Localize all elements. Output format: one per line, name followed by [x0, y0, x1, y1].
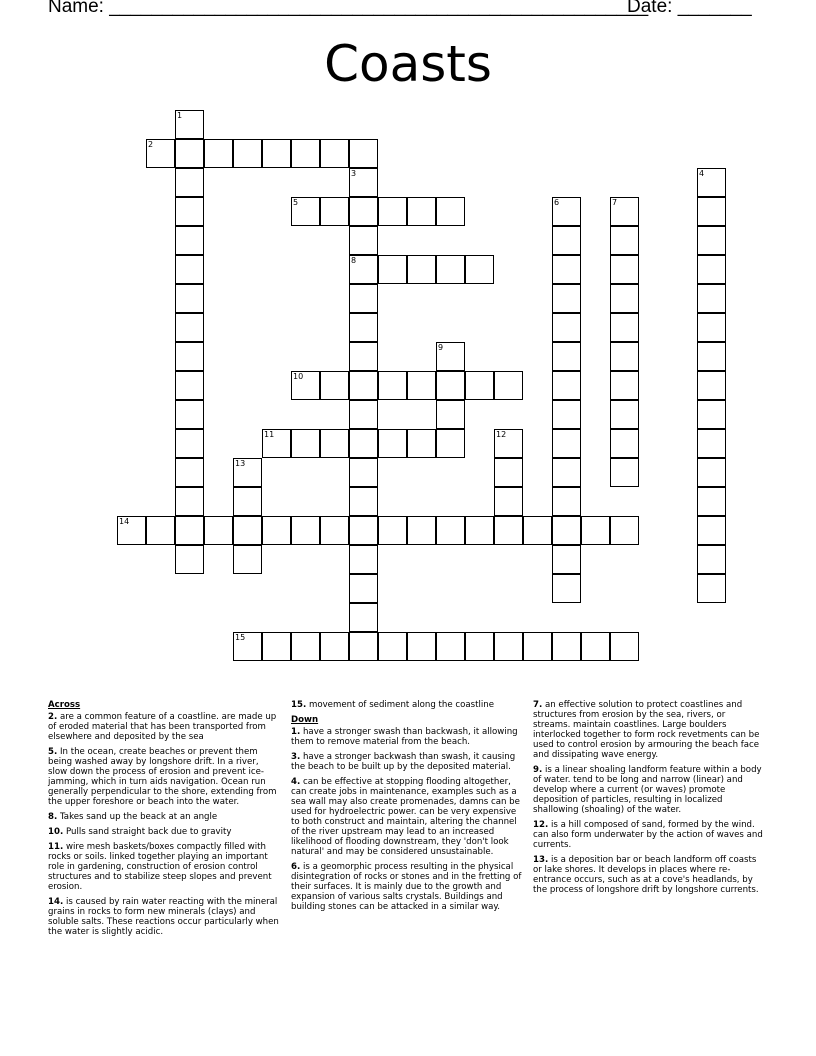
- crossword-cell[interactable]: [697, 342, 726, 371]
- crossword-cell[interactable]: [494, 516, 523, 545]
- clue-number: 3: [351, 169, 357, 178]
- crossword-cell[interactable]: [552, 516, 581, 545]
- clue-text: is a hill composed of sand, formed by the wind. can also form underwater by the action of waves and currents.: [533, 820, 763, 850]
- crossword-cell[interactable]: [233, 139, 262, 168]
- crossword-cell[interactable]: [233, 487, 262, 516]
- clue-heading: Across: [48, 700, 81, 710]
- crossword-cell[interactable]: [175, 226, 204, 255]
- crossword-cell[interactable]: [697, 487, 726, 516]
- clue-number: 9: [438, 343, 444, 352]
- clue-number: 5: [293, 198, 299, 207]
- crossword-cell[interactable]: [320, 371, 349, 400]
- crossword-cell[interactable]: [436, 371, 465, 400]
- clue-text: an effective solution to protect coastlines and structures from erosion by the sea, rivers, or streams. maintain coastlines. Large boulders interlocked together to form rock revetments can be used to control erosion by armouring the beach face and dissipating wave energy.: [533, 700, 760, 760]
- crossword-cell[interactable]: [436, 632, 465, 661]
- crossword-cell[interactable]: [610, 516, 639, 545]
- crossword-cell[interactable]: [175, 458, 204, 487]
- crossword-cell[interactable]: [349, 226, 378, 255]
- clue-text: are a common feature of a coastline. are made up of eroded material that has been transported from elsewhere and deposited by the sea: [48, 712, 277, 742]
- crossword-cell[interactable]: [175, 342, 204, 371]
- crossword-cell[interactable]: [378, 516, 407, 545]
- clue-number: 11: [264, 430, 275, 439]
- crossword-cell[interactable]: [349, 632, 378, 661]
- crossword-cell[interactable]: [378, 371, 407, 400]
- crossword-cell[interactable]: [320, 197, 349, 226]
- clue-item: [291, 752, 523, 772]
- crossword-cell[interactable]: [407, 197, 436, 226]
- crossword-cell[interactable]: [175, 197, 204, 226]
- clue-number-label: 7.: [533, 700, 543, 710]
- clue-number-label: 1.: [291, 727, 301, 737]
- clue-number-label: 6.: [291, 862, 301, 872]
- clue-text: Pulls sand straight back due to gravity: [63, 827, 232, 837]
- crossword-cell[interactable]: [697, 371, 726, 400]
- crossword-cell[interactable]: [494, 371, 523, 400]
- crossword-cell[interactable]: [175, 139, 204, 168]
- crossword-cell[interactable]: [552, 197, 581, 226]
- crossword-cell[interactable]: [523, 632, 552, 661]
- crossword-cell[interactable]: [581, 632, 610, 661]
- clue-number: 15: [235, 633, 246, 642]
- crossword-cell[interactable]: [436, 197, 465, 226]
- crossword-cell[interactable]: [320, 632, 349, 661]
- clue-number: 14: [119, 517, 130, 526]
- crossword-cell[interactable]: [552, 545, 581, 574]
- crossword-cell[interactable]: [465, 255, 494, 284]
- crossword-cell[interactable]: [610, 284, 639, 313]
- crossword-cell[interactable]: [610, 255, 639, 284]
- clue-number: 6: [554, 198, 560, 207]
- crossword-cell[interactable]: [552, 487, 581, 516]
- crossword-cell[interactable]: [262, 429, 291, 458]
- crossword-cell[interactable]: [610, 400, 639, 429]
- crossword-cell[interactable]: [697, 197, 726, 226]
- crossword-cell[interactable]: [552, 429, 581, 458]
- crossword-cell[interactable]: [552, 313, 581, 342]
- name-field[interactable]: Name: ___________________________________________________: [48, 0, 649, 17]
- clue-heading: Down: [291, 715, 319, 725]
- crossword-cell[interactable]: [349, 603, 378, 632]
- clue-number: 12: [496, 430, 507, 439]
- crossword-cell[interactable]: [378, 429, 407, 458]
- crossword-cell[interactable]: [552, 632, 581, 661]
- crossword-cell[interactable]: [552, 400, 581, 429]
- clue-text: In the ocean, create beaches or prevent them being washed away by longshore drift. In a river, slow down the process of erosion and prevent ice-jamming, which in turn aids navigation. Ocean run generally perpendicular to the shore, extending from the upper foreshore or beach into the water.: [48, 747, 277, 807]
- crossword-cell[interactable]: [349, 255, 378, 284]
- crossword-cell[interactable]: [320, 516, 349, 545]
- crossword-cell[interactable]: [407, 632, 436, 661]
- crossword-cell[interactable]: [175, 168, 204, 197]
- clue-number-label: 14.: [48, 897, 64, 907]
- crossword-cell[interactable]: [349, 168, 378, 197]
- clue-number-label: 3.: [291, 752, 301, 762]
- crossword-cell[interactable]: [494, 429, 523, 458]
- clue-item: [291, 862, 523, 912]
- crossword-cell[interactable]: [204, 516, 233, 545]
- clue-number: 1: [177, 111, 183, 120]
- crossword-cell[interactable]: [291, 429, 320, 458]
- crossword-cell[interactable]: [581, 516, 610, 545]
- crossword-cell[interactable]: [349, 400, 378, 429]
- clue-text: is a geomorphic process resulting in the physical disintegration of rocks or stones and in the fretting of their surfaces. It is mainly due to the growth and expansion of various salts crystals. Buildings and building stones can be attacked in a similar way.: [291, 862, 522, 912]
- crossword-cell[interactable]: [291, 371, 320, 400]
- clue-item: [533, 765, 765, 815]
- crossword-cell[interactable]: [233, 545, 262, 574]
- clue-number: 8: [351, 256, 357, 265]
- clue-number-label: 13.: [533, 855, 549, 865]
- crossword-cell[interactable]: [349, 284, 378, 313]
- crossword-cell[interactable]: [552, 458, 581, 487]
- crossword-cell[interactable]: [610, 226, 639, 255]
- crossword-cell[interactable]: [378, 255, 407, 284]
- clue-number-label: 11.: [48, 842, 64, 852]
- crossword-cell[interactable]: [262, 139, 291, 168]
- crossword-cell[interactable]: [552, 226, 581, 255]
- crossword-cell[interactable]: [349, 458, 378, 487]
- crossword-cell[interactable]: [349, 429, 378, 458]
- crossword-cell[interactable]: [407, 516, 436, 545]
- crossword-cell[interactable]: [697, 458, 726, 487]
- clue-item: [533, 700, 765, 760]
- clue-text: is caused by rain water reacting with the mineral grains in rocks to form new minerals (clays) and soluble salts. These reactions occur particularly when the water is slightly acidic.: [48, 897, 279, 937]
- crossword-cell[interactable]: [465, 516, 494, 545]
- crossword-cell[interactable]: [349, 371, 378, 400]
- clue-item: [48, 827, 280, 837]
- crossword-cell[interactable]: [349, 342, 378, 371]
- crossword-cell[interactable]: [552, 342, 581, 371]
- clue-number-label: 9.: [533, 765, 543, 775]
- crossword-cell[interactable]: [378, 197, 407, 226]
- clue-item: [48, 897, 280, 937]
- crossword-cell[interactable]: [610, 632, 639, 661]
- clue-number: 13: [235, 459, 246, 468]
- clue-item: [48, 747, 280, 807]
- clue-item: [48, 842, 280, 892]
- clue-number: 10: [293, 372, 304, 381]
- crossword-cell[interactable]: [175, 110, 204, 139]
- crossword-cell[interactable]: [175, 400, 204, 429]
- crossword-cell[interactable]: [349, 139, 378, 168]
- crossword-cell[interactable]: [175, 487, 204, 516]
- clue-text: have a stronger swash than backwash, it allowing them to remove material from the beach.: [291, 727, 518, 747]
- crossword-cell[interactable]: [610, 313, 639, 342]
- clue-number: 4: [699, 169, 705, 178]
- crossword-cell[interactable]: [610, 458, 639, 487]
- crossword-cell[interactable]: [291, 516, 320, 545]
- clue-item: [291, 727, 523, 747]
- clue-number-label: 4.: [291, 777, 301, 787]
- clue-number-label: 2.: [48, 712, 58, 722]
- clue-item: [291, 700, 523, 710]
- page-title: Coasts: [324, 35, 492, 93]
- clue-column-1: [48, 700, 280, 942]
- crossword-cell[interactable]: [697, 574, 726, 603]
- crossword-cell[interactable]: [175, 545, 204, 574]
- clue-number: 7: [612, 198, 618, 207]
- crossword-cell[interactable]: [320, 429, 349, 458]
- crossword-cell[interactable]: [349, 197, 378, 226]
- clue-item: [533, 820, 765, 850]
- crossword-cell[interactable]: [610, 197, 639, 226]
- crossword-cell[interactable]: [146, 139, 175, 168]
- crossword-cell[interactable]: [552, 255, 581, 284]
- crossword-cell[interactable]: [378, 632, 407, 661]
- clue-number: 2: [148, 140, 154, 149]
- clue-text: movement of sediment along the coastline: [306, 700, 494, 710]
- crossword-cell[interactable]: [465, 632, 494, 661]
- crossword-cell[interactable]: [465, 371, 494, 400]
- crossword-cell[interactable]: [697, 284, 726, 313]
- crossword-cell[interactable]: [349, 313, 378, 342]
- clue-text: have a stronger backwash than swash, it causing the beach to be built up by the deposited material.: [291, 752, 516, 772]
- crossword-cell[interactable]: [494, 487, 523, 516]
- clue-number-label: 5.: [48, 747, 58, 757]
- crossword-cell[interactable]: [262, 516, 291, 545]
- crossword-cell[interactable]: [697, 545, 726, 574]
- crossword-cell[interactable]: [552, 371, 581, 400]
- crossword-cell[interactable]: [494, 458, 523, 487]
- clue-column-2: [291, 700, 523, 917]
- clue-item: [533, 855, 765, 895]
- clue-text: is a linear shoaling landform feature within a body of water. tend to be long and narrow (linear) and develop where a current (or waves) promote deposition of particles, resulting in localized shallowing (shoaling) of the water.: [533, 765, 762, 815]
- crossword-cell[interactable]: [407, 371, 436, 400]
- crossword-cell[interactable]: [436, 516, 465, 545]
- crossword-cell[interactable]: [436, 255, 465, 284]
- clue-text: wire mesh baskets/boxes compactly filled with rocks or soils. linked together playing an important role in gardening, construction of erosion control structures and to stabilize steep slopes and prevent erosion.: [48, 842, 272, 892]
- clue-text: is a deposition bar or beach landform off coasts or lake shores. It develops in places where re-entrance occurs, such as at a cove's headlands, by the process of longshore drift by longshore currents.: [533, 855, 759, 895]
- crossword-cell[interactable]: [697, 516, 726, 545]
- crossword-cell[interactable]: [233, 458, 262, 487]
- crossword-cell[interactable]: [697, 255, 726, 284]
- crossword-cell[interactable]: [697, 429, 726, 458]
- crossword-cell[interactable]: [697, 168, 726, 197]
- clue-item: [291, 777, 523, 857]
- clue-item: [48, 812, 280, 822]
- crossword-cell[interactable]: [175, 516, 204, 545]
- crossword-cell[interactable]: [552, 574, 581, 603]
- crossword-cell[interactable]: [610, 429, 639, 458]
- crossword-cell[interactable]: [697, 226, 726, 255]
- clue-number-label: 10.: [48, 827, 64, 837]
- clue-text: can be effective at stopping flooding altogether, can create jobs in maintenance, examples such as a sea wall may also create promenades, damns can be used for hydroelectric power. can be very expensive to both construct and maintain, altering the channel of the river upstream may lead to an increased likelihood of flooding downstream, they 'don't look natural' and may be considered unsustainable.: [291, 777, 520, 857]
- clue-number-label: 8.: [48, 812, 58, 822]
- crossword-cell[interactable]: [349, 516, 378, 545]
- crossword-cell[interactable]: [175, 429, 204, 458]
- crossword-cell[interactable]: [291, 632, 320, 661]
- crossword-cell[interactable]: [436, 400, 465, 429]
- crossword-cell[interactable]: [436, 342, 465, 371]
- crossword-cell[interactable]: [610, 371, 639, 400]
- crossword-cell[interactable]: [349, 487, 378, 516]
- crossword-cell[interactable]: [146, 516, 175, 545]
- crossword-cell[interactable]: [523, 516, 552, 545]
- date-field[interactable]: Date: _______: [627, 0, 752, 17]
- crossword-cell[interactable]: [175, 313, 204, 342]
- crossword-cell[interactable]: [407, 429, 436, 458]
- crossword-cell[interactable]: [407, 255, 436, 284]
- crossword-cell[interactable]: [233, 632, 262, 661]
- clue-item: [48, 712, 280, 742]
- crossword-cell[interactable]: [320, 139, 349, 168]
- crossword-cell[interactable]: [175, 371, 204, 400]
- crossword-cell[interactable]: [349, 574, 378, 603]
- crossword-cell[interactable]: [117, 516, 146, 545]
- crossword-cell[interactable]: [291, 197, 320, 226]
- crossword-cell[interactable]: [697, 400, 726, 429]
- crossword-cell[interactable]: [610, 342, 639, 371]
- crossword-cell[interactable]: [436, 429, 465, 458]
- crossword-cell[interactable]: [697, 313, 726, 342]
- crossword-cell[interactable]: [204, 139, 233, 168]
- clue-number-label: 15.: [291, 700, 307, 710]
- crossword-cell[interactable]: [175, 255, 204, 284]
- crossword-cell[interactable]: [494, 632, 523, 661]
- clue-text: Takes sand up the beack at an angle: [57, 812, 218, 822]
- crossword-cell[interactable]: [349, 545, 378, 574]
- crossword-cell[interactable]: [552, 284, 581, 313]
- crossword-cell[interactable]: [291, 139, 320, 168]
- crossword-cell[interactable]: [175, 284, 204, 313]
- crossword-cell[interactable]: [262, 632, 291, 661]
- crossword-cell[interactable]: [233, 516, 262, 545]
- clue-number-label: 12.: [533, 820, 549, 830]
- clue-column-3: [533, 700, 765, 900]
